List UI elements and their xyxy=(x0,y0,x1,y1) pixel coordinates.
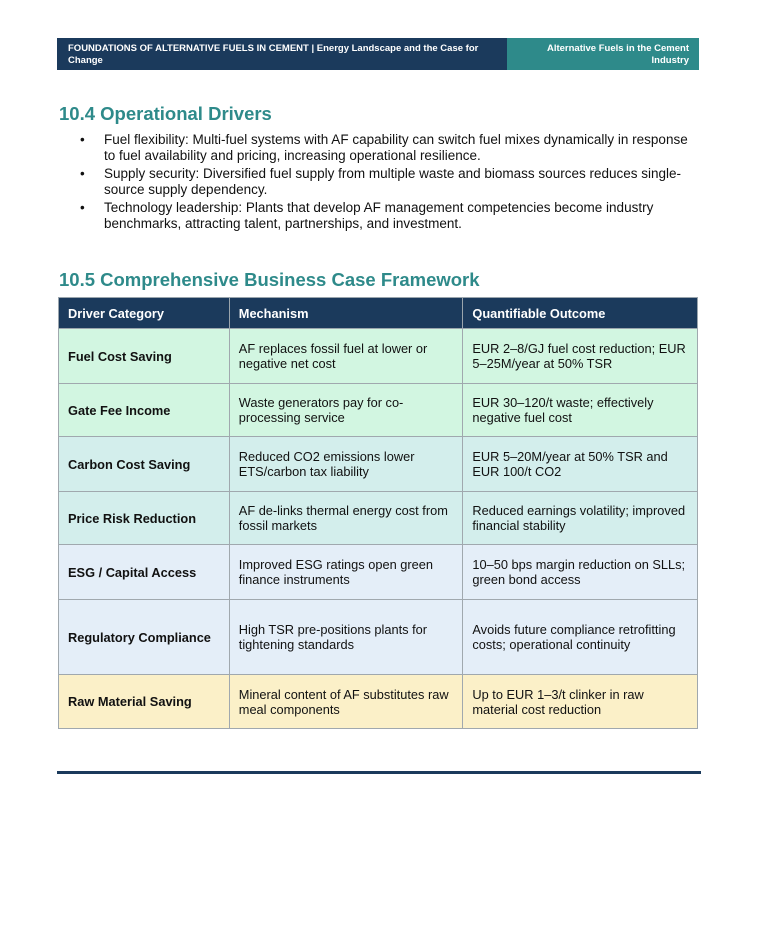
bullet-dot-icon: • xyxy=(80,200,85,215)
bullet-item xyxy=(80,166,690,198)
bullet-item xyxy=(80,200,690,232)
table-row xyxy=(59,545,698,600)
table-row xyxy=(59,600,698,675)
table-row xyxy=(59,329,698,384)
section-heading-operational-drivers: 10.4 Operational Drivers xyxy=(59,103,272,124)
bullet-text: Supply security: Diversified fuel supply from multiple waste and biomass sources reduces single-source supply dependency. xyxy=(104,166,681,197)
cell-driver-category: Raw Material Saving xyxy=(59,675,230,729)
section-heading-business-case: 10.5 Comprehensive Business Case Framework xyxy=(59,269,480,290)
table-row xyxy=(59,675,698,729)
cell-driver-category: Regulatory Compliance xyxy=(59,600,230,675)
page-header xyxy=(57,38,699,70)
bullet-text: Technology leadership: Plants that develop AF management competencies become industry benchmarks, attracting talent, partnerships, and investment. xyxy=(104,200,654,231)
cell-driver-category: Price Risk Reduction xyxy=(59,492,230,545)
column-header-driver-category: Driver Category xyxy=(59,298,230,329)
business-case-table xyxy=(58,297,698,729)
cell-mechanism: Waste generators pay for co-processing service xyxy=(229,384,463,437)
table-header-row xyxy=(59,298,698,329)
bullet-dot-icon: • xyxy=(80,132,85,147)
cell-driver-category: Fuel Cost Saving xyxy=(59,329,230,384)
cell-mechanism: AF replaces fossil fuel at lower or negative net cost xyxy=(229,329,463,384)
cell-mechanism: Reduced CO2 emissions lower ETS/carbon tax liability xyxy=(229,437,463,492)
table-row xyxy=(59,437,698,492)
cell-driver-category: Carbon Cost Saving xyxy=(59,437,230,492)
cell-quantifiable-outcome: EUR 5–20M/year at 50% TSR and EUR 100/t CO2 xyxy=(463,437,698,492)
cell-quantifiable-outcome: Reduced earnings volatility; improved financial stability xyxy=(463,492,698,545)
cell-quantifiable-outcome: EUR 30–120/t waste; effectively negative fuel cost xyxy=(463,384,698,437)
footer-rule xyxy=(57,771,701,774)
cell-quantifiable-outcome: Avoids future compliance retrofitting costs; operational continuity xyxy=(463,600,698,675)
operational-drivers-list xyxy=(80,132,690,234)
column-header-mechanism: Mechanism xyxy=(229,298,463,329)
cell-mechanism: Improved ESG ratings open green finance instruments xyxy=(229,545,463,600)
cell-quantifiable-outcome: EUR 2–8/GJ fuel cost reduction; EUR 5–25M/year at 50% TSR xyxy=(463,329,698,384)
bullet-text: Fuel flexibility: Multi-fuel systems with AF capability can switch fuel mixes dynamically in response to fuel availability and pricing, increasing operational resilience. xyxy=(104,132,688,163)
header-left-title: FOUNDATIONS OF ALTERNATIVE FUELS IN CEMENT | Energy Landscape and the Case for Change xyxy=(57,38,507,70)
cell-mechanism: Mineral content of AF substitutes raw meal components xyxy=(229,675,463,729)
column-header-quantifiable-outcome: Quantifiable Outcome xyxy=(463,298,698,329)
cell-driver-category: Gate Fee Income xyxy=(59,384,230,437)
bullet-dot-icon: • xyxy=(80,166,85,181)
cell-mechanism: High TSR pre-positions plants for tightening standards xyxy=(229,600,463,675)
table-row xyxy=(59,384,698,437)
cell-mechanism: AF de-links thermal energy cost from fossil markets xyxy=(229,492,463,545)
header-right-title: Alternative Fuels in the Cement Industry xyxy=(507,38,699,70)
cell-driver-category: ESG / Capital Access xyxy=(59,545,230,600)
bullet-item xyxy=(80,132,690,164)
table-row xyxy=(59,492,698,545)
cell-quantifiable-outcome: Up to EUR 1–3/t clinker in raw material cost reduction xyxy=(463,675,698,729)
cell-quantifiable-outcome: 10–50 bps margin reduction on SLLs; green bond access xyxy=(463,545,698,600)
